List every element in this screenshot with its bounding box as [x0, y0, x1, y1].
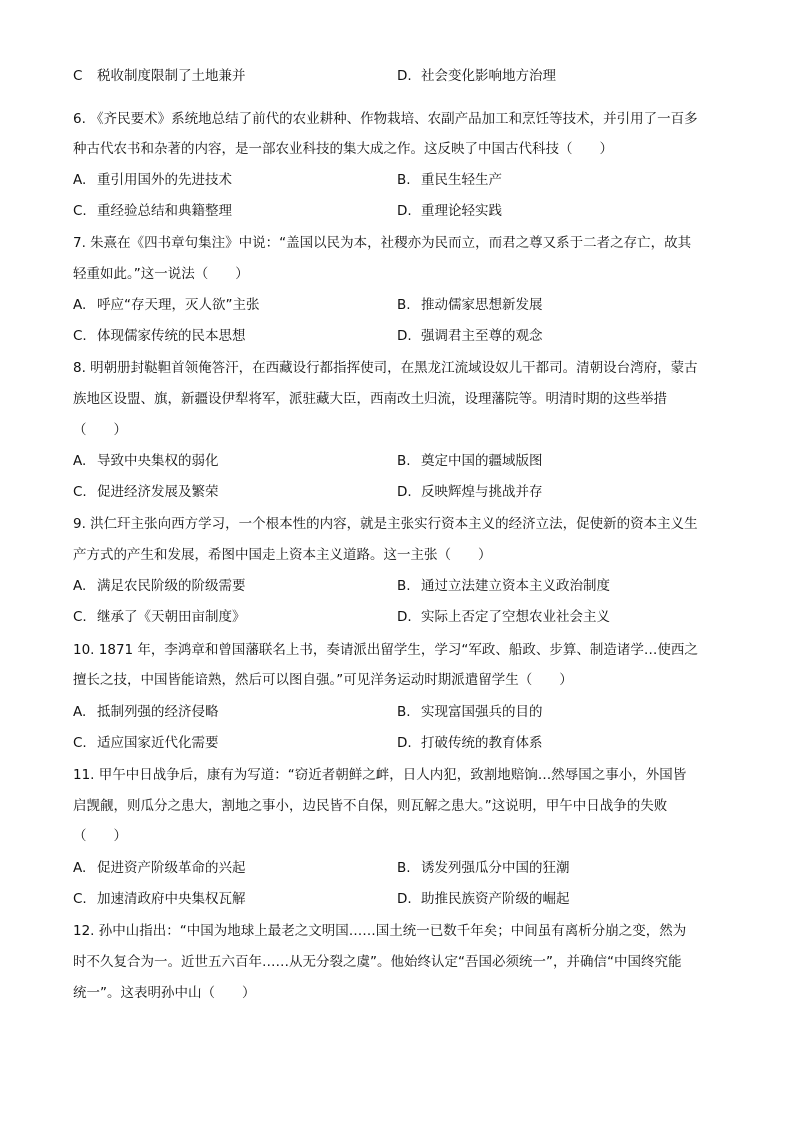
- option-label: C.: [73, 609, 87, 625]
- question-8-option-d: [397, 482, 543, 502]
- option-text: 助推民族资产阶级的崛起: [421, 891, 570, 907]
- option-text: 实际上否定了空想农业社会主义: [421, 609, 610, 625]
- question-12-line-2: 时不久复合为一。近世五六百年……从无分裂之虞”。他始终认定“吾国必须统一”，并确信“中国终究能: [73, 954, 682, 970]
- option-label: D.: [397, 735, 412, 751]
- option-text: 反映辉煌与挑战并存: [421, 484, 543, 500]
- option-text: 满足农民阶级的阶级需要: [97, 578, 246, 594]
- option-label: D.: [397, 203, 412, 219]
- question-6-option-a: [73, 170, 232, 190]
- option-label: B.: [397, 578, 411, 594]
- option-text: 加速清政府中央集权瓦解: [97, 891, 246, 907]
- question-6-option-c: [73, 201, 232, 221]
- option-text: 促进资产阶级革命的兴起: [97, 860, 246, 876]
- question-7-option-d: [397, 326, 543, 346]
- option-label: D.: [397, 609, 412, 625]
- option-text: 强调君主至尊的观念: [421, 328, 543, 344]
- option-label: C.: [73, 203, 87, 219]
- option-text: 重民生轻生产: [421, 172, 502, 188]
- question-9-option-a: [73, 576, 246, 596]
- question-6-option-d: [397, 201, 502, 221]
- option-label: A.: [73, 578, 87, 594]
- option-label: B.: [397, 860, 411, 876]
- question-10-option-d: [397, 733, 543, 753]
- question-7-option-b: [397, 295, 543, 315]
- question-9-option-d: [397, 607, 610, 627]
- option-label: A.: [73, 453, 87, 469]
- option-label: C: [73, 68, 83, 84]
- option-text: 重理论轻实践: [421, 203, 502, 219]
- option-text: 导致中央集权的弱化: [97, 453, 219, 469]
- option-text: 重经验总结和典籍整理: [97, 203, 232, 219]
- option-label: B.: [397, 172, 411, 188]
- question-6-line-1: 6. 《齐民要术》系统地总结了前代的农业耕种、作物栽培、农副产品加工和烹饪等技术，并引用了一百多: [73, 111, 698, 127]
- option-label: D.: [397, 484, 412, 500]
- question-9-line-1: 9. 洪仁玕主张向西方学习，一个根本性的内容，就是主张实行资本主义的经济立法，促使新的资本主义生: [73, 516, 698, 532]
- question-8-line-1: 8. 明朝册封鞑靼首领俺答汗，在西藏设行都指挥使司，在黑龙江流域设奴儿干都司。清朝设台湾府，蒙古: [73, 360, 698, 376]
- option-label: C.: [73, 328, 87, 344]
- question-9-line-2: 产方式的产生和发展，希图中国走上资本主义道路。这一主张（ ）: [73, 547, 492, 563]
- question-8-option-c: [73, 482, 219, 502]
- question-11-line-1: 11. 甲午中日战争后，康有为写道：“窃近者朝鲜之衅，日人内犯，致割地赔饷…然辱国之事小，外国皆: [73, 767, 687, 783]
- question-7-line-2: 轻重如此。”这一说法（ ）: [73, 266, 249, 282]
- option-text: 社会变化影响地方治理: [421, 68, 556, 84]
- question-8-option-b: [397, 451, 543, 471]
- option-label: C.: [73, 891, 87, 907]
- option-label: A.: [73, 297, 87, 313]
- question-10-line-2: 擅长之技，中国皆能谙熟，然后可以图自强。”可见洋务运动时期派遣留学生（ ）: [73, 672, 573, 688]
- question-11-line-3: （ ）: [73, 828, 127, 844]
- option-label: B.: [397, 453, 411, 469]
- question-10-option-b: [397, 702, 543, 722]
- option-text: 继承了《天朝田亩制度》: [97, 609, 246, 625]
- option-c: [73, 66, 246, 86]
- question-6-option-b: [397, 170, 502, 190]
- option-label: C.: [73, 735, 87, 751]
- option-label: A.: [73, 704, 87, 720]
- option-label: B.: [397, 297, 411, 313]
- option-text: 诱发列强瓜分中国的狂潮: [421, 860, 570, 876]
- option-text: 推动儒家思想新发展: [421, 297, 543, 313]
- question-8-line-3: （ ）: [73, 422, 127, 438]
- option-text: 通过立法建立资本主义政治制度: [421, 578, 610, 594]
- question-11-option-a: [73, 858, 246, 878]
- question-7-option-a: [73, 295, 260, 315]
- question-10-line-1: 10. 1871 年，李鸿章和曾国藩联名上书，奏请派出留学生，学习“军政、船政、步算、制造诸学…使西之: [73, 642, 698, 658]
- option-label: C.: [73, 484, 87, 500]
- option-text: 适应国家近代化需要: [97, 735, 219, 751]
- question-10-option-c: [73, 733, 219, 753]
- question-8-line-2: 族地区设盟、旗，新疆设伊犁将军，派驻藏大臣，西南改土归流，设理藩院等。明清时期的这些举措: [73, 391, 667, 407]
- option-text: 促进经济发展及繁荣: [97, 484, 219, 500]
- question-11-option-b: [397, 858, 570, 878]
- option-text: 重引用国外的先进技术: [97, 172, 232, 188]
- question-10-option-a: [73, 702, 219, 722]
- question-7-line-1: 7. 朱熹在《四书章句集注》中说：“盖国以民为本，社稷亦为民而立，而君之尊又系于二者之存亡，故其: [73, 235, 692, 251]
- option-text: 抵制列强的经济侵略: [97, 704, 219, 720]
- option-label: D.: [397, 891, 412, 907]
- question-7-option-c: [73, 326, 246, 346]
- option-label: B.: [397, 704, 411, 720]
- question-11-line-2: 启觊觎，则瓜分之患大，割地之事小，边民皆不自保，则瓦解之患大。”这说明，甲午中日战争的失败: [73, 798, 668, 814]
- option-text: 税收制度限制了土地兼并: [97, 68, 246, 84]
- option-text: 打破传统的教育体系: [421, 735, 543, 751]
- option-text: 呼应“存天理，灭人欲”主张: [97, 297, 260, 313]
- question-9-option-c: [73, 607, 246, 627]
- question-6-line-2: 种古代农书和杂著的内容，是一部农业科技的集大成之作。这反映了中国古代科技（ ）: [73, 141, 613, 157]
- question-11-option-c: [73, 889, 246, 909]
- option-text: 实现富国强兵的目的: [421, 704, 543, 720]
- option-label: D.: [397, 328, 412, 344]
- question-12-line-3: 统一”。这表明孙中山（ ）: [73, 985, 256, 1001]
- option-text: 体现儒家传统的民本思想: [97, 328, 246, 344]
- question-8-option-a: [73, 451, 219, 471]
- question-12-line-1: 12. 孙中山指出：“中国为地球上最老之文明国……国土统一已数千年矣；中间虽有离析分崩之变，然为: [73, 923, 687, 939]
- question-9-option-b: [397, 576, 610, 596]
- question-11-option-d: [397, 889, 570, 909]
- option-label: A.: [73, 172, 87, 188]
- option-label: D.: [397, 68, 412, 84]
- option-text: 奠定中国的疆域版图: [421, 453, 543, 469]
- option-label: A.: [73, 860, 87, 876]
- option-d: [397, 66, 556, 86]
